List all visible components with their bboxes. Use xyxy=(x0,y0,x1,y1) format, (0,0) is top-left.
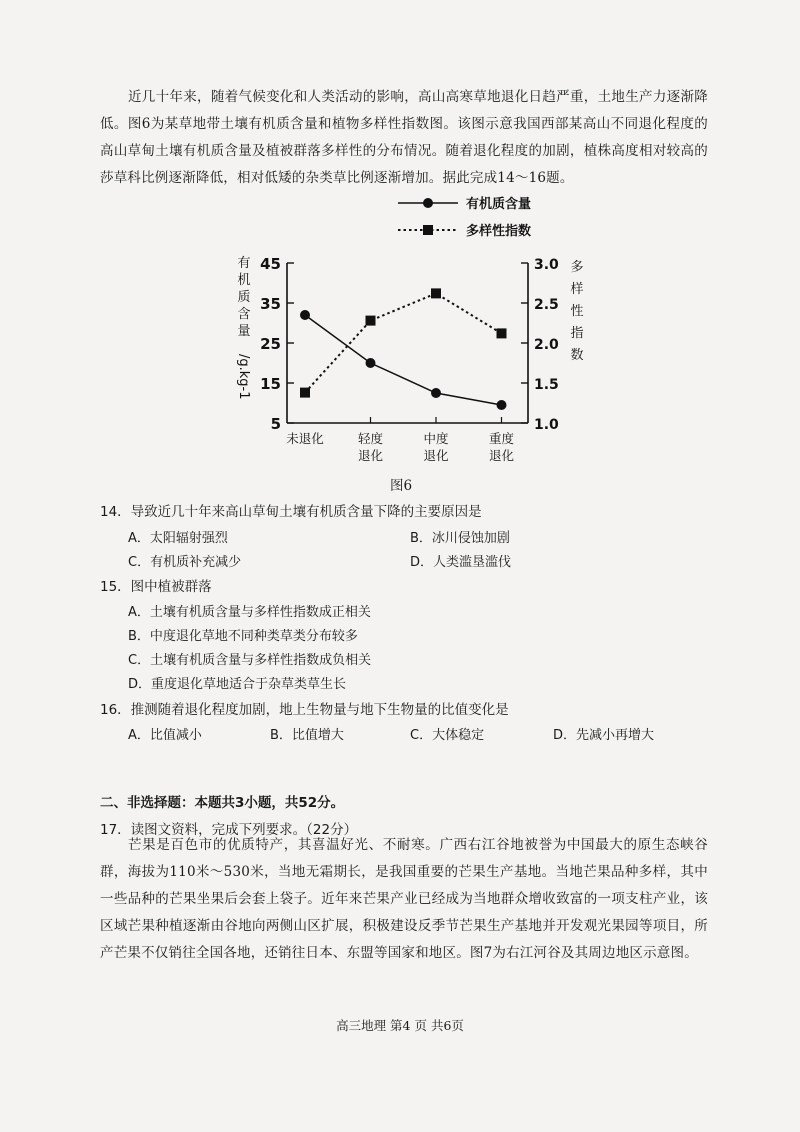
left-axis-label-char: 机 xyxy=(237,273,251,288)
legend-label: 有机质含量 xyxy=(466,197,532,212)
left-tick-label: 5 xyxy=(270,415,281,433)
left-tick-label: 45 xyxy=(260,255,281,273)
x-tick-label: 重度 xyxy=(488,431,515,446)
left-tick-label: 35 xyxy=(260,295,281,313)
left-tick-label: 25 xyxy=(260,335,281,353)
question-15-stem: 15．图中植被群落 xyxy=(100,579,212,595)
organic-matter-point xyxy=(300,310,310,320)
right-tick-label: 1.0 xyxy=(534,417,559,433)
diversity-index-point xyxy=(300,388,310,398)
right-tick-label: 3.0 xyxy=(534,257,559,273)
q16-option-b: B．比值增大 xyxy=(270,728,344,743)
x-tick-label: 未退化 xyxy=(286,431,324,446)
organic-matter-point xyxy=(497,400,507,410)
legend-label: 多样性指数 xyxy=(466,224,532,239)
q16-option-d: D．先减小再增大 xyxy=(553,728,655,743)
q14-option-b: B．冰川侵蚀加剧 xyxy=(410,531,510,546)
x-tick-label: 退化 xyxy=(488,448,515,463)
figure-caption: 图6 xyxy=(390,478,413,494)
right-tick-label: 2.5 xyxy=(534,297,559,313)
left-axis-label-char: 量 xyxy=(237,324,251,339)
page-footer: 高三地理 第4 页 共6页 xyxy=(336,1018,464,1033)
figure-6-chart xyxy=(220,190,600,490)
organic-matter-point xyxy=(431,388,441,398)
question-14-stem: 14．导致近几十年来高山草甸土壤有机质含量下降的主要原因是 xyxy=(100,504,482,520)
x-tick-label: 中度 xyxy=(423,431,449,446)
legend-circle-marker xyxy=(423,198,433,208)
q15-option-a: A．土壤有机质含量与多样性指数成正相关 xyxy=(128,605,371,620)
right-axis-label-char: 数 xyxy=(570,348,584,363)
right-axis-label-char: 样 xyxy=(570,282,584,297)
x-tick-label: 退化 xyxy=(423,448,449,463)
left-axis-label-char: 有 xyxy=(237,256,251,271)
diversity-index-point xyxy=(431,288,441,298)
left-axis-label-char: 质 xyxy=(237,290,251,305)
dual-axis-line-chart xyxy=(220,190,600,480)
right-axis-label-char: 指 xyxy=(570,326,584,341)
q16-option-c: C．大体稳定 xyxy=(410,728,485,743)
q14-option-d: D．人类滥垦滥伐 xyxy=(410,555,512,570)
right-tick-label: 2.0 xyxy=(534,337,559,353)
right-axis-label-char: 多 xyxy=(570,260,584,275)
question-17-stem: 17．读图文资料，完成下列要求。（22分） xyxy=(100,822,358,838)
q15-option-c: C．土壤有机质含量与多样性指数成负相关 xyxy=(128,653,372,668)
q14-option-a: A．太阳辐射强烈 xyxy=(128,531,228,546)
organic-matter-point xyxy=(366,358,376,368)
legend-square-marker xyxy=(423,225,433,235)
diversity-index-point xyxy=(497,328,507,338)
section-2-title: 二、非选择题：本题共3小题，共52分。 xyxy=(100,795,345,811)
left-axis-label-char: 含 xyxy=(237,307,251,322)
organic-matter-line xyxy=(305,315,502,405)
q15-option-b: B．中度退化草地不同种类草类分布较多 xyxy=(128,629,358,644)
q14-option-c: C．有机质补充减少 xyxy=(128,555,242,570)
right-tick-label: 1.5 xyxy=(534,377,559,393)
q16-option-a: A．比值减小 xyxy=(128,728,202,743)
right-axis-label-char: 性 xyxy=(570,304,584,319)
q15-option-d: D．重度退化草地适合于杂草类草生长 xyxy=(128,677,347,692)
mango-paragraph: 芒果是百色市的优质特产，其喜温好光、不耐寒。广西右江谷地被誉为中国最大的原生态峡谷群，海拔为110米～530米，当地无霜期长，是我国重要的芒果生产基地。当地芒果品种多样，其中一些品种的芒果坐果后会套上袋子。近年来芒果产业已经成为当地群众增收致富的一项支柱产业，该区域芒果种植逐渐由谷地向两侧山区扩展，积极建设反季节芒果生产基地并开发观光果园等项目，所产芒果不仅销往全国各地，还销往日本、东盟等国家和地区。图7为右江河谷及其周边地区示意图。 xyxy=(100,837,708,961)
left-axis-label-unit: /g.kg-1 xyxy=(236,354,251,400)
x-tick-label: 轻度 xyxy=(357,431,384,446)
x-tick-label: 退化 xyxy=(357,448,384,463)
diversity-index-point xyxy=(366,316,376,326)
left-tick-label: 15 xyxy=(260,375,281,393)
intro-paragraph: 近几十年来，随着气候变化和人类活动的影响，高山高寒草地退化日趋严重，土地生产力逐渐降低。图6为某草地带土壤有机质含量和植物多样性指数图。该图示意我国西部某高山不同退化程度的高山草甸土壤有机质含量及植被群落多样性的分布情况。随着退化程度的加剧，植株高度相对较高的莎草科比例逐渐降低，相对低矮的杂类草比例逐渐增加。据此完成14～16题。 xyxy=(100,89,708,186)
question-16-stem: 16．推测随着退化程度加剧，地上生物量与地下生物量的比值变化是 xyxy=(100,702,509,718)
